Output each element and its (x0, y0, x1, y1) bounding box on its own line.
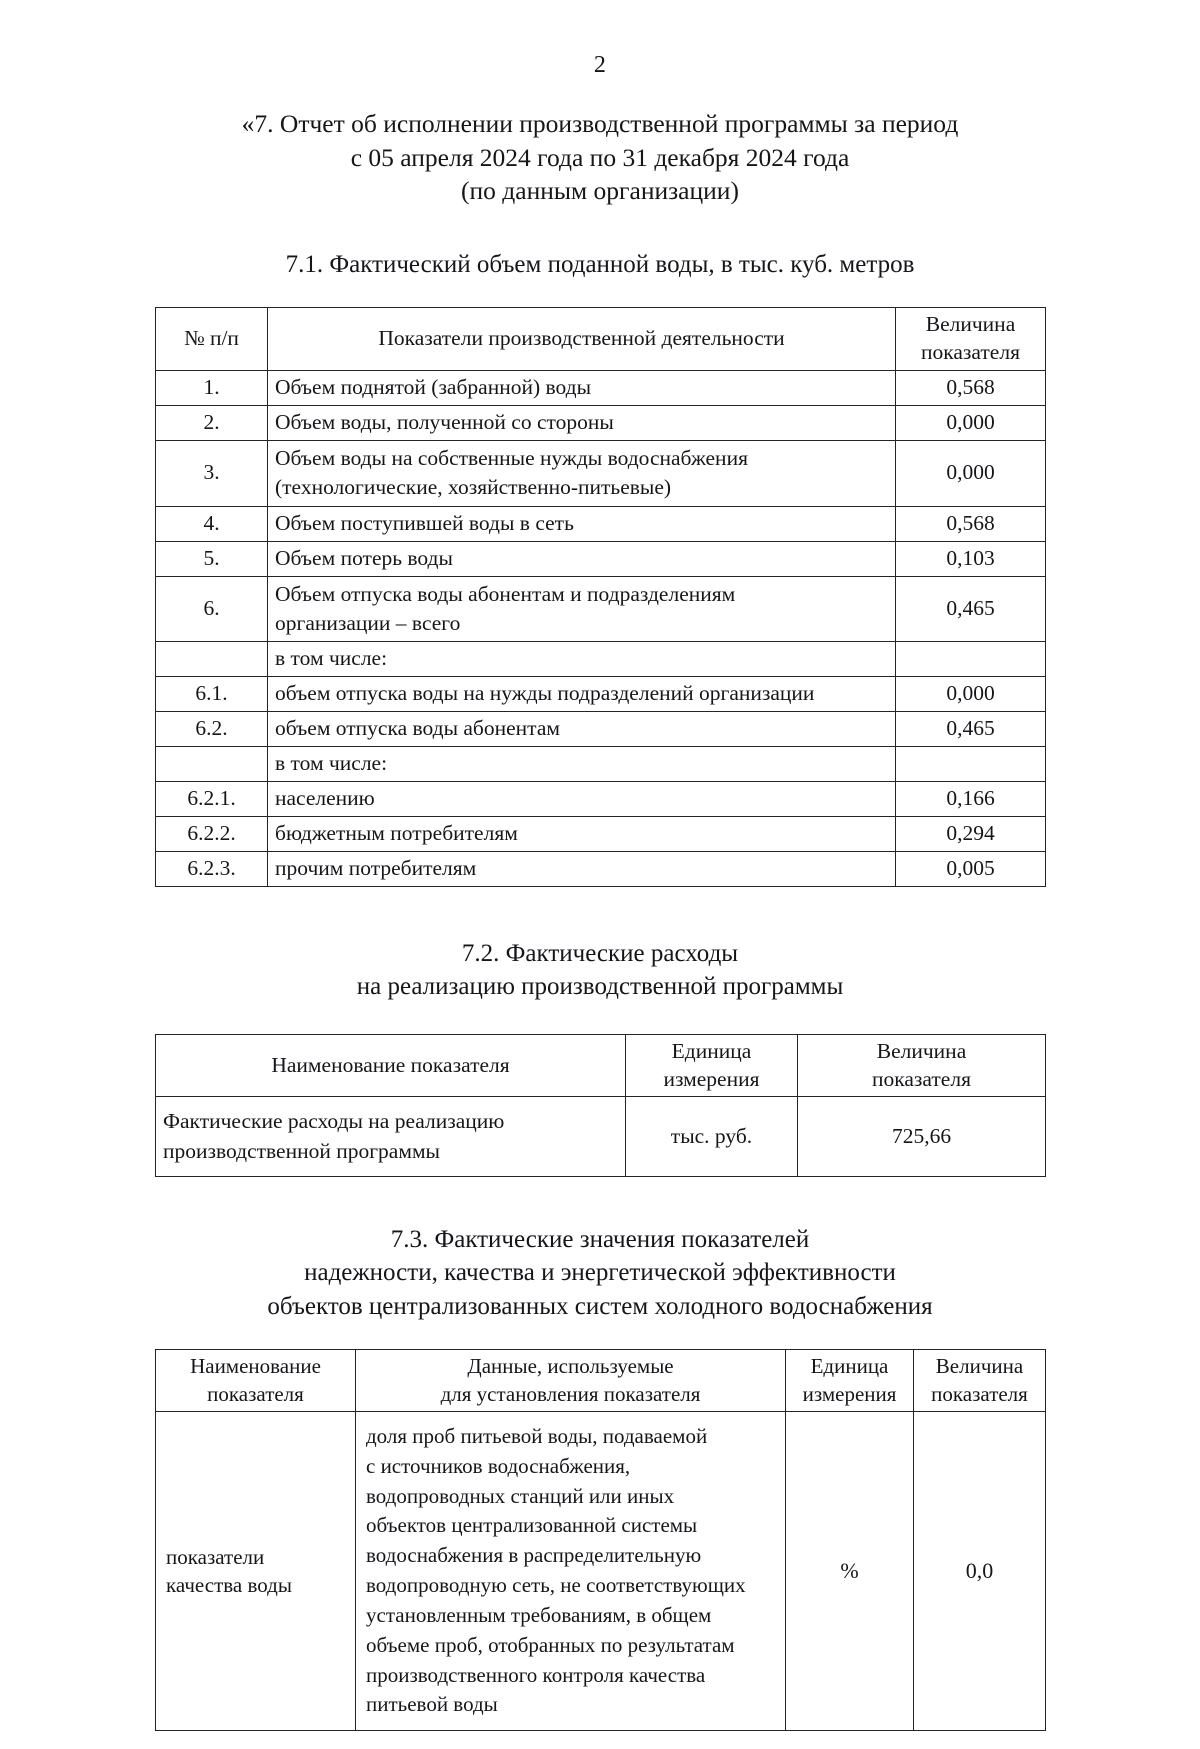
section-72-heading-line-2: на реализацию производственной программы (356, 973, 844, 1001)
column-header-number: № п/п (156, 308, 268, 371)
cell-row-number (156, 746, 268, 781)
cell-indicator-name (268, 576, 896, 641)
cell-indicator-name (268, 441, 896, 506)
cell-indicator-name-line-1: показатели (166, 1544, 265, 1569)
cell-row-number: 6.2. (156, 711, 268, 746)
column-header-unit (786, 1350, 914, 1412)
cell-value: 0,000 (896, 676, 1046, 711)
column-header-value-line-1: Величина (876, 1038, 967, 1063)
column-header-unit (626, 1034, 798, 1097)
cell-data-used (356, 1412, 786, 1731)
document-page (0, 52, 1200, 1749)
cell-indicator-name: прочим потребителям (268, 851, 896, 886)
cell-value: 0,568 (896, 506, 1046, 541)
cell-data-used-line-5: водоснабжения в распределительную (366, 1543, 702, 1568)
cell-value: 0,005 (896, 851, 1046, 886)
cell-row-number: 6.2.1. (156, 781, 268, 816)
column-header-unit-line-1: Единица (671, 1038, 752, 1063)
column-header-indicator: Показатели производственной деятельности (268, 308, 896, 371)
table-row (156, 1097, 1046, 1176)
column-header-value (914, 1350, 1046, 1412)
section-71-heading-text: 7.1. Фактический объем поданной воды, в тыс. куб. метров (285, 250, 915, 278)
cell-indicator-name: бюджетным потребителям (268, 816, 896, 851)
table-row (156, 711, 1046, 746)
cell-value (896, 746, 1046, 781)
cell-data-used-line-3: водопроводных станций или иных (366, 1483, 675, 1508)
cell-indicator-name: Объем поступившей воды в сеть (268, 506, 896, 541)
cell-expense-name-line-2: производственной программы (163, 1138, 441, 1163)
cell-expense-name-line-1: Фактические расходы на реализацию (163, 1109, 505, 1134)
table-row (156, 1412, 1046, 1731)
column-header-value (798, 1034, 1046, 1097)
cell-value: 0,0 (914, 1412, 1046, 1731)
cell-data-used-line-2: с источников водоснабжения, (366, 1453, 631, 1478)
cell-data-used-line-10: питьевой воды (366, 1692, 498, 1717)
cell-data-used-line-7: установленным требованиям, в общем (366, 1602, 712, 1627)
table-row (156, 406, 1046, 441)
cell-value: 0,000 (896, 441, 1046, 506)
table-body (156, 371, 1046, 886)
cell-row-number: 6.2.2. (156, 816, 268, 851)
column-header-data-used (356, 1350, 786, 1412)
column-header-value-line-1: Величина (935, 1354, 1024, 1379)
cell-data-used-line-4: объектов централизованной системы (366, 1513, 698, 1538)
cell-indicator-name: Объем воды, полученной со стороны (268, 406, 896, 441)
column-header-indicator-name (156, 1350, 356, 1412)
document-title-line-1: «7. Отчет об исполнении производственной программы за период (241, 109, 959, 138)
cell-data-used-line-6: водопроводную сеть, не соответствующих (366, 1573, 746, 1598)
cell-value: 0,465 (896, 576, 1046, 641)
column-header-value-line-1: Величина (925, 312, 1016, 337)
cell-indicator-name-line-2: организации – всего (275, 610, 461, 635)
cell-expense-unit: тыс. руб. (626, 1097, 798, 1176)
table-row (156, 642, 1046, 677)
cell-indicator-name: Объем поднятой (забранной) воды (268, 371, 896, 406)
table-row (156, 746, 1046, 781)
document-title (155, 107, 1045, 208)
column-header-indicator-name-line-1: Наименование (190, 1354, 321, 1379)
cell-data-used-line-1: доля проб питьевой воды, подаваемой (366, 1424, 708, 1449)
cell-value: 0,294 (896, 816, 1046, 851)
cell-row-number: 6.2.3. (156, 851, 268, 886)
column-header-value-line-2: показателя (921, 340, 1020, 365)
cell-row-number (156, 642, 268, 677)
column-header-data-used-line-2: для установления показателя (440, 1381, 701, 1406)
table-header-row (156, 1350, 1046, 1412)
cell-value: 0,465 (896, 711, 1046, 746)
column-header-unit-line-2: измерения (663, 1066, 760, 1091)
cell-expense-value: 725,66 (798, 1097, 1046, 1176)
cell-indicator-name: в том числе: (268, 746, 896, 781)
section-73-heading-line-1: 7.3. Фактические значения показателей (390, 1225, 810, 1253)
cell-expense-name (156, 1097, 626, 1176)
cell-indicator-name: в том числе: (268, 642, 896, 677)
cell-row-number: 4. (156, 506, 268, 541)
cell-row-number: 3. (156, 441, 268, 506)
column-header-unit-line-1: Единица (810, 1354, 889, 1379)
table-row (156, 506, 1046, 541)
column-header-indicator-name: Наименование показателя (156, 1034, 626, 1097)
section-73-heading (155, 1223, 1045, 1324)
cell-indicator-name-line-1: Объем воды на собственные нужды водоснабжения (275, 446, 748, 471)
cell-data-used-line-8: объеме проб, отобранных по результатам (366, 1632, 735, 1657)
table-volume-of-supplied-water (155, 307, 1046, 886)
table-row (156, 816, 1046, 851)
cell-value (896, 642, 1046, 677)
column-header-data-used-line-1: Данные, используемые (467, 1354, 674, 1379)
cell-value: 0,000 (896, 406, 1046, 441)
column-header-indicator-name-line-2: показателя (207, 1381, 304, 1406)
section-71-heading (155, 248, 1045, 282)
section-72-heading (155, 937, 1045, 1004)
table-header-row (156, 308, 1046, 371)
cell-indicator-name: населению (268, 781, 896, 816)
cell-indicator-name (156, 1412, 356, 1731)
cell-indicator-name: Объем потерь воды (268, 541, 896, 576)
table-row (156, 371, 1046, 406)
table-row (156, 541, 1046, 576)
column-header-unit-line-2: измерения (802, 1381, 897, 1406)
cell-value: 0,166 (896, 781, 1046, 816)
column-header-value-line-2: показателя (931, 1381, 1028, 1406)
cell-row-number: 6. (156, 576, 268, 641)
document-title-line-2: с 05 апреля 2024 года по 31 декабря 2024 года (350, 142, 850, 172)
column-header-value (896, 308, 1046, 371)
table-row (156, 576, 1046, 641)
cell-value: 0,568 (896, 371, 1046, 406)
table-row (156, 851, 1046, 886)
cell-indicator-name-line-2: (технологические, хозяйственно-питьевые) (275, 475, 672, 500)
cell-indicator-name-line-2: качества воды (166, 1573, 292, 1598)
cell-indicator-name-line-1: Объем отпуска воды абонентам и подразделениям (275, 581, 736, 606)
table-reliability-quality-indicators (155, 1349, 1046, 1731)
table-header-row (156, 1034, 1046, 1097)
cell-row-number: 1. (156, 371, 268, 406)
cell-row-number: 2. (156, 406, 268, 441)
table-row (156, 441, 1046, 506)
cell-value: 0,103 (896, 541, 1046, 576)
section-73-heading-line-2: надежности, качества и энергетической эффективности (304, 1259, 896, 1287)
cell-indicator-name: объем отпуска воды абонентам (268, 711, 896, 746)
cell-data-used-line-9: производственного контроля качества (366, 1662, 706, 1687)
table-row (156, 781, 1046, 816)
section-72-heading-line-1: 7.2. Фактические расходы (461, 939, 739, 967)
cell-row-number: 6.1. (156, 676, 268, 711)
page-content (155, 107, 1045, 1731)
section-73-heading-line-3: объектов централизованных систем холодного водоснабжения (267, 1292, 933, 1320)
cell-unit: % (786, 1412, 914, 1731)
page-number: 2 (593, 52, 607, 78)
document-title-line-3: (по данным организации) (461, 176, 739, 206)
table-actual-expenses (155, 1034, 1046, 1177)
column-header-value-line-2: показателя (872, 1066, 971, 1091)
cell-row-number: 5. (156, 541, 268, 576)
table-row (156, 676, 1046, 711)
cell-indicator-name: объем отпуска воды на нужды подразделений организации (268, 676, 896, 711)
